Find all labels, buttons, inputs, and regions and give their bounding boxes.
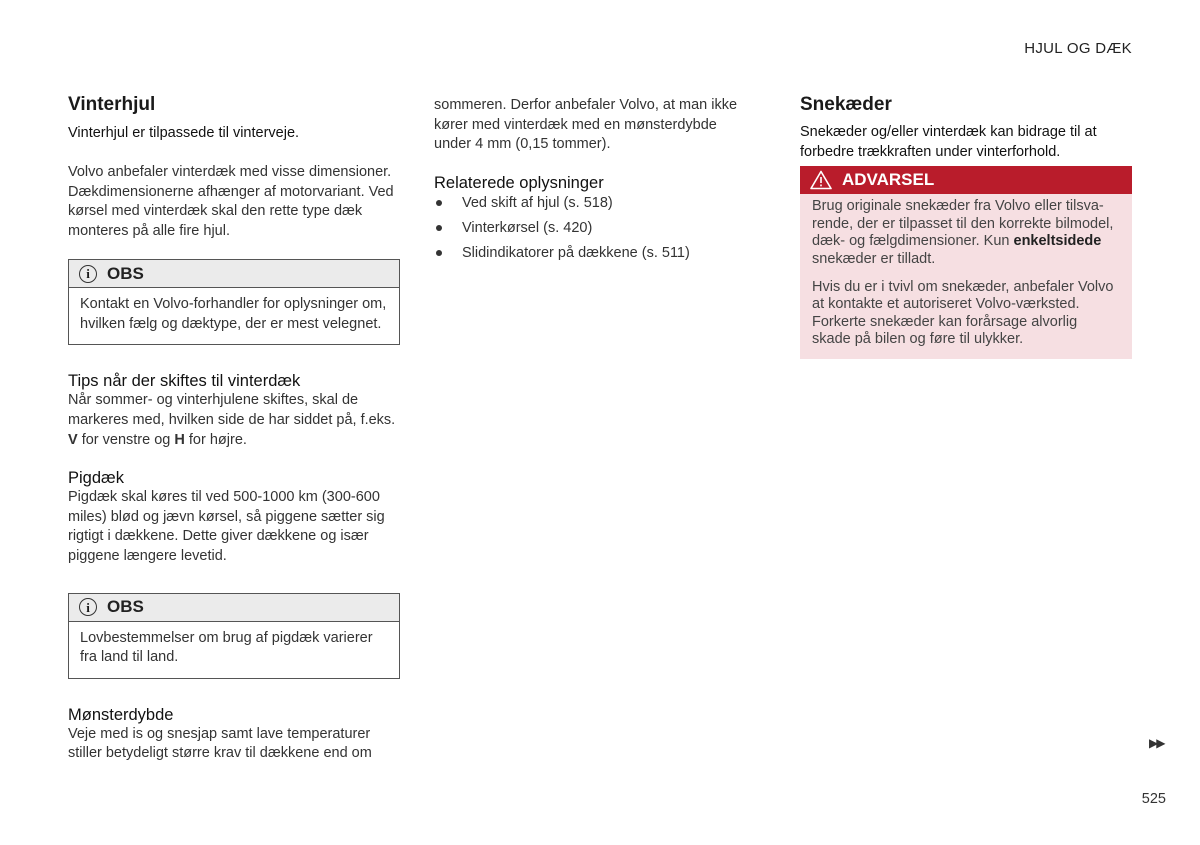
obs-label: OBS: [107, 597, 144, 617]
warning-paragraph-1: Brug originale snekæder fra Volvo eller tilsvarende, der er tilpasset til den korrekte bilmodel, dæk- og fælgdimensioner. Kun enkeltsidede snekæder er tilladt.: [812, 198, 1114, 267]
info-icon: i: [79, 598, 97, 616]
warning-box: [800, 166, 1132, 359]
subheading-pigdaek: Pigdæk: [68, 469, 124, 488]
continue-arrows-icon: ▶▶: [1149, 736, 1164, 750]
page-number: 525: [1141, 791, 1166, 807]
warning-text: [800, 194, 1132, 359]
column-left: [68, 94, 400, 764]
obs-note-text: Kontakt en Volvo-forhandler for oplysninger om, hvilken fælg og dæktype, der er mest velegnet.: [80, 296, 387, 332]
bullet-icon: [436, 200, 442, 206]
column-middle: [434, 96, 754, 268]
pigdaek-paragraph: Pigdæk skal køres til ved 500-1000 km (300-600 miles) blød og jævn kørsel, så piggene sætter sig rigtigt i dækkene. Dette giver dækkene og især piggene længere levetid.: [68, 489, 385, 564]
related-link[interactable]: Slidindikatorer på dækkene (s. 511): [434, 243, 754, 263]
related-link[interactable]: Vinterkørsel (s. 420): [434, 218, 754, 238]
column-right: [800, 94, 1132, 359]
subheading-tips: Tips når der skiftes til vinterdæk: [68, 372, 301, 391]
section-lead: Snekæder og/eller vinterdæk kan bidrage til at forbedre trækkraften under vinterforhold.: [800, 124, 1097, 160]
warning-paragraph-2: Hvis du er i tvivl om snekæder, anbefaler Volvo at kontakte et autoriseret Volvo-værksted. Forkerte snekæder kan forårsage alvorlig skade på bilen og føre til ulykker.: [812, 278, 1114, 348]
section-title-snekaeder: Snekæder: [800, 94, 892, 115]
running-head: HJUL OG DÆK: [1024, 40, 1132, 57]
intro-paragraph: Volvo anbefaler vinterdæk med visse dimensioner. Dækdimensionerne afhænger af motorvariant. Ved kørsel med vinterdæk skal den rette type dæk monteres på alle fire hjul.: [68, 164, 394, 239]
related-link[interactable]: Ved skift af hjul (s. 518): [434, 193, 754, 213]
subheading-monsterdybde: Mønsterdybde: [68, 705, 174, 724]
tips-paragraph: Når sommer- og vinterhjulene skiftes, skal de markeres med, hvilken side de har siddet på, f.eks. V for venstre og H for højre.: [68, 392, 396, 448]
continued-paragraph: sommeren. Derfor anbefaler Volvo, at man ikke kører med vinterdæk med en mønsterdybde under 4 mm (0,15 tommer).: [434, 97, 738, 153]
warning-label: ADVARSEL: [842, 170, 935, 190]
subheading-related: Relaterede oplysninger: [434, 173, 604, 192]
warning-triangle-icon: [810, 170, 832, 190]
bullet-icon: [436, 250, 442, 256]
obs-label: OBS: [107, 263, 144, 283]
obs-note-header: [69, 260, 399, 288]
obs-note-1: [68, 259, 400, 345]
section-lead: Vinterhjul er tilpassede til vinterveje.: [68, 125, 300, 141]
obs-note-text: Lovbestemmelser om brug af pigdæk varierer fra land til land.: [80, 629, 373, 666]
obs-note-2: [68, 593, 400, 679]
monsterdybde-paragraph: Veje med is og snesjap samt lave temperaturer stiller betydeligt større krav til dækkene end om: [68, 725, 372, 762]
info-icon: i: [79, 265, 97, 283]
related-list: [434, 193, 754, 263]
bullet-icon: [436, 225, 442, 231]
section-title-vinterhjul: Vinterhjul: [68, 94, 156, 115]
obs-note-header: [69, 594, 399, 622]
warning-header: [800, 166, 1132, 194]
